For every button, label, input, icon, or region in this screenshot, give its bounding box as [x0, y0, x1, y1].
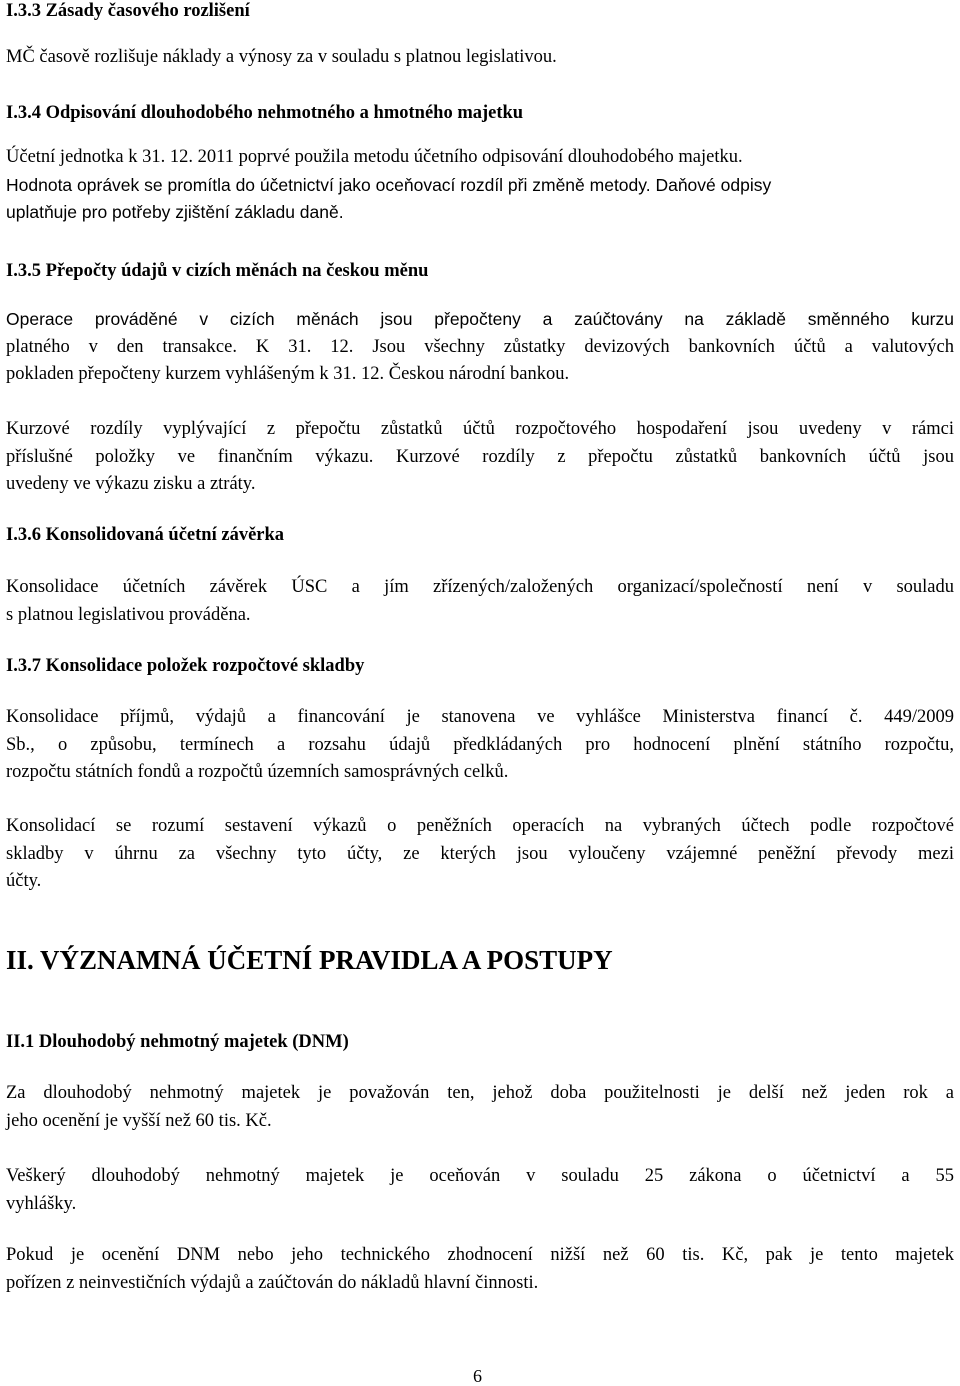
- paragraph-exchange-differences: [6, 416, 954, 499]
- section-heading-i-3-7: I.3.7 Konsolidace položek rozpočtové skladby: [6, 656, 365, 676]
- paragraph-line: Konsolidace příjmů, výdajů a financování je stanovena ve vyhlášce Ministerstva financí č. 449/2009: [6, 707, 954, 727]
- section-heading-i-3-4: I.3.4 Odpisování dlouhodobého nehmotného a hmotného majetku: [6, 103, 524, 123]
- paragraph-line: jeho ocenění je vyšší než 60 tis. Kč.: [6, 1110, 272, 1131]
- section-heading-i-3-5: I.3.5 Přepočty údajů v cizích měnách na českou měnu: [6, 261, 429, 281]
- paragraph-line: Účetní jednotka k 31. 12. 2011 poprvé použila metodu účetního odpisování dlouhodobého majetku.: [6, 147, 743, 167]
- paragraph-line: Konsolidace účetních závěrek ÚSC a jím zřízených/založených organizací/společností není v souladu: [6, 577, 954, 597]
- paragraph-line: pokladen přepočteny kurzem vyhlášeným k 31. 12. Českou národní bankou.: [6, 364, 570, 384]
- chapter-title: II. VÝZNAMNÁ ÚČETNÍ PRAVIDLA A POSTUPY: [6, 945, 613, 975]
- paragraph-dnm-definition: [6, 1080, 954, 1135]
- paragraph-line: Veškerý dlouhodobý nehmotný majetek je oceňován v souladu 25 zákona o účetnictví a 55: [6, 1166, 954, 1186]
- section-heading-i-3-3: I.3.3 Zásady časového rozlišení: [6, 1, 250, 21]
- paragraph-dnm-low-value: [6, 1242, 954, 1297]
- paragraph-line: příslušné položky ve finančním výkazu. Kurzové rozdíly z přepočtu zůstatků bankovních účtů jsou: [6, 446, 954, 467]
- paragraph-line: uplatňuje pro potřeby zjištění základu daně.: [6, 202, 344, 222]
- paragraph-line: platného v den transakce. K 31. 12. Jsou všechny zůstatky devizových bankovních účtů a valutových: [6, 336, 954, 357]
- paragraph-line: Pokud je ocenění DNM nebo jeho technického zhodnocení nižší než 60 tis. Kč, pak je tento majetek: [6, 1245, 954, 1265]
- paragraph-line: s platnou legislativou prováděna.: [6, 604, 251, 625]
- paragraph-line: pořízen z neinvestičních výdajů a zaúčtován do nákladů hlavní činnosti.: [6, 1272, 539, 1293]
- paragraph-line: Sb., o způsobu, termínech a rozsahu údajů předkládaných pro hodnocení plnění státního rozpočtu,: [6, 734, 954, 755]
- paragraph-consolidated-statements: [6, 574, 954, 629]
- section-heading-ii-1: II.1 Dlouhodobý nehmotný majetek (DNM): [6, 1032, 349, 1052]
- paragraph-dnm-valuation: [6, 1163, 954, 1218]
- paragraph-line: Hodnota oprávek se promítla do účetnictví jako oceňovací rozdíl při změně metody. Daňové odpisy: [6, 174, 772, 195]
- section-heading-i-3-6: I.3.6 Konsolidovaná účetní závěrka: [6, 525, 285, 545]
- paragraph-line: Kurzové rozdíly vyplývající z přepočtu zůstatků účtů rozpočtového hospodaření jsou uvedeny v rámci: [6, 419, 954, 439]
- paragraph-budget-consolidation: [6, 704, 954, 787]
- paragraph-line: vyhlášky.: [6, 1193, 77, 1214]
- paragraph-line: rozpočtu státních fondů a rozpočtů územních samosprávných celků.: [6, 762, 509, 782]
- paragraph-line: Operace prováděné v cizích měnách jsou přepočteny a zaúčtovány na základě směnného kurzu: [6, 309, 954, 329]
- paragraph-line: účty.: [6, 871, 42, 891]
- paragraph-line: Za dlouhodobý nehmotný majetek je považován ten, jehož doba použitelnosti je delší než jeden rok a: [6, 1083, 954, 1103]
- paragraph-line: skladby v úhrnu za všechny tyto účty, ze kterých jsou vyloučeny vzájemné peněžní převody mezi: [6, 843, 954, 864]
- paragraph-line: Konsolidací se rozumí sestavení výkazů o peněžních operacích na vybraných účtech podle rozpočtové: [6, 816, 954, 836]
- paragraph-depreciation: [6, 144, 771, 227]
- paragraph-currency-conversion: [6, 306, 954, 389]
- paragraph-line: uvedeny ve výkazu zisku a ztráty.: [6, 474, 256, 494]
- paragraph-consolidation-definition: [6, 813, 954, 896]
- page-number: 6: [473, 1366, 482, 1386]
- paragraph-time-accrual: MČ časově rozlišuje náklady a výnosy za v souladu s platnou legislativou.: [6, 47, 557, 67]
